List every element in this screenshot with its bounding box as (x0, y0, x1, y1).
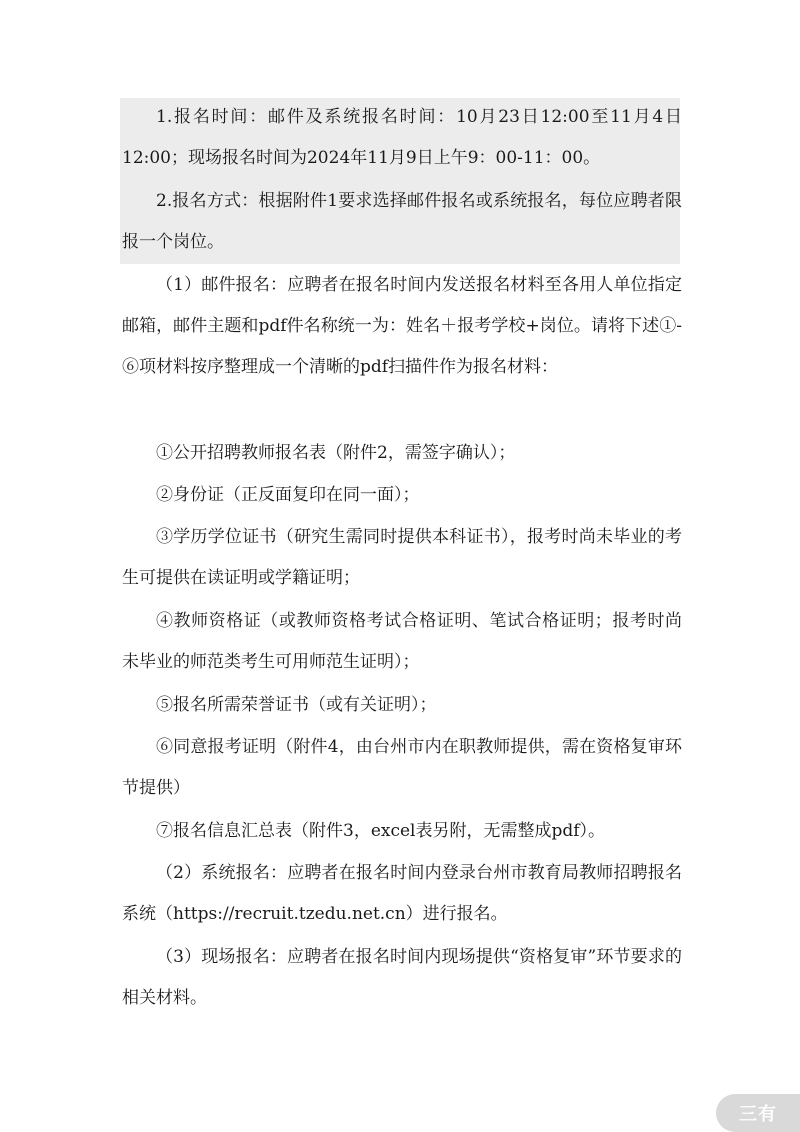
watermark-badge: 三有 (716, 1094, 800, 1132)
section-registration-method: 2.报名方式：根据附件1要求选择邮件报名或系统报名，每位应聘者限报一个岗位。 (122, 191, 682, 252)
material-item-6: ⑥同意报考证明（附件4，由台州市内在职教师提供，需在资格复审环节提供） (122, 737, 682, 798)
material-item-5: ⑤报名所需荣誉证书（或有关证明）； (156, 695, 437, 715)
section-registration-time: 1.报名时间：邮件及系统报名时间：10月23日12:00至11月4日12:00；现场报名时间为2024年11月9日上午9：00-11：00。 (122, 107, 682, 168)
material-item-4: ④教师资格证（或教师资格考试合格证明、笔试合格证明；报考时尚未毕业的师范类考生可用师范生证明）； (122, 611, 682, 672)
material-item-2: ②身份证（正反面复印在同一面）； (156, 485, 420, 505)
email-registration-paragraph: （1）邮件报名：应聘者在报名时间内发送报名材料至各用人单位指定邮箱，邮件主题和pdf件名称统一为：姓名＋报考学校+岗位。请将下述①-⑥项材料按序整理成一个清晰的pdf扫描件作为报名材料： (122, 275, 682, 377)
material-item-1: ①公开招聘教师报名表（附件2，需签字确认）； (156, 443, 516, 463)
material-item-7: ⑦报名信息汇总表（附件3，excel表另附，无需整成pdf）。 (156, 821, 606, 841)
system-registration-paragraph: （2）系统报名：应聘者在报名时间内登录台州市教育局教师招聘报名系统（https://recruit.tzedu.net.cn）进行报名。 (122, 863, 682, 924)
material-item-3: ③学历学位证书（研究生需同时提供本科证书），报考时尚未毕业的考生可提供在读证明或学籍证明； (122, 527, 682, 588)
onsite-registration-paragraph: （3）现场报名：应聘者在报名时间内现场提供“资格复审”环节要求的相关材料。 (122, 947, 682, 1008)
